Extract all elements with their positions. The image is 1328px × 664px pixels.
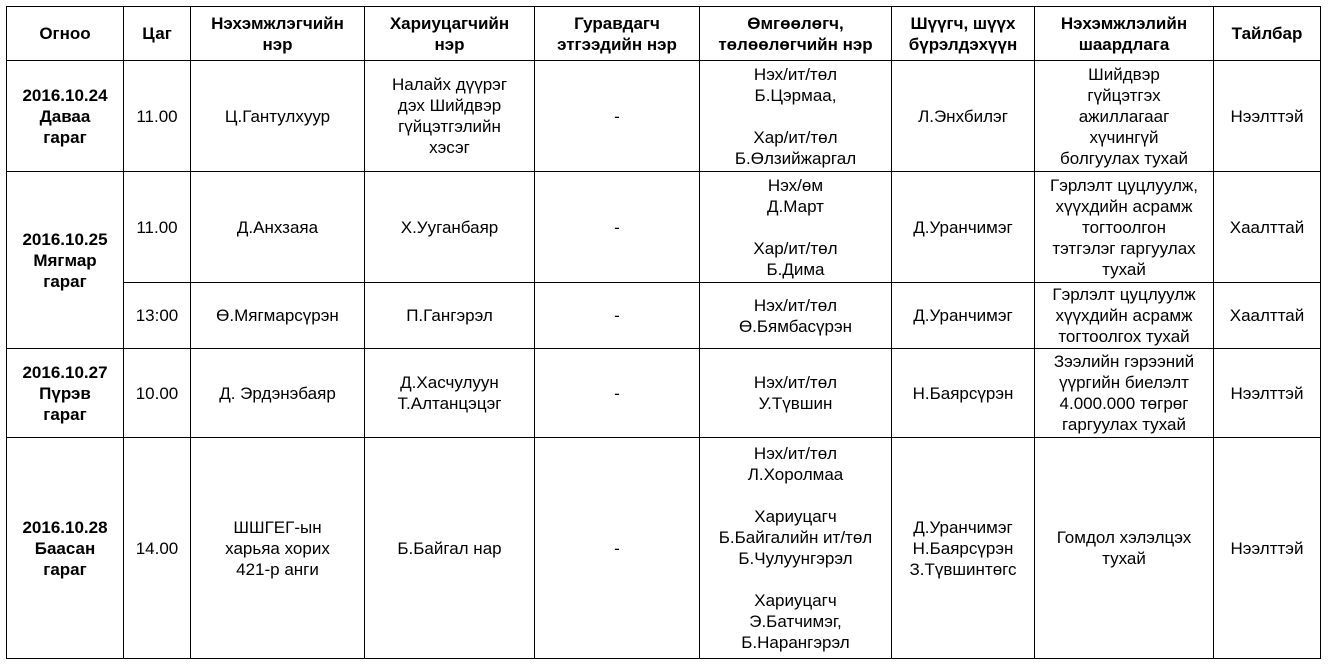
time-cell: 10.00 xyxy=(124,349,191,438)
table-row xyxy=(7,438,1321,659)
claim-cell: Гэрлэлт цуцлуулж, хүүхдийн асрамж тогтоолгон тэтгэлэг гаргуулах тухай xyxy=(1035,172,1214,283)
time-cell: 11.00 xyxy=(124,172,191,283)
note-cell: Нээлттэй xyxy=(1214,438,1321,659)
table-row xyxy=(7,349,1321,438)
third-party-cell: - xyxy=(535,61,700,172)
defendant-cell: Б.Байгал нар xyxy=(365,438,535,659)
header-defendant: Хариуцагчийн нэр xyxy=(365,7,535,61)
third-party-cell: - xyxy=(535,438,700,659)
header-plaintiff: Нэхэмжлэгчийн нэр xyxy=(191,7,365,61)
judge-cell: Д.Уранчимэг xyxy=(892,283,1035,349)
judge-cell: Д.Уранчимэг Н.Баярсүрэн З.Түвшинтөгс xyxy=(892,438,1035,659)
time-cell: 11.00 xyxy=(124,61,191,172)
plaintiff-cell: Д. Эрдэнэбаяр xyxy=(191,349,365,438)
time-cell: 14.00 xyxy=(124,438,191,659)
date-cell: 2016.10.27 Пүрэв гараг xyxy=(7,349,124,438)
third-party-cell: - xyxy=(535,283,700,349)
note-cell: Нээлттэй xyxy=(1214,61,1321,172)
third-party-cell: - xyxy=(535,349,700,438)
table-row xyxy=(7,61,1321,172)
note-cell: Хаалттай xyxy=(1214,283,1321,349)
defendant-cell: П.Гангэрэл xyxy=(365,283,535,349)
header-third-party: Гуравдагч этгээдийн нэр xyxy=(535,7,700,61)
note-cell: Нээлттэй xyxy=(1214,349,1321,438)
table-row xyxy=(7,172,1321,283)
advocate-cell: Нэх/ит/төл У.Түвшин xyxy=(700,349,892,438)
advocate-cell: Нэх/ит/төл Б.Цэрмаа, Хар/ит/төл Б.Өлзийжаргал xyxy=(700,61,892,172)
note-cell: Хаалттай xyxy=(1214,172,1321,283)
judge-cell: Н.Баярсүрэн xyxy=(892,349,1035,438)
plaintiff-cell: Ц.Гантулхуур xyxy=(191,61,365,172)
court-schedule-table xyxy=(6,6,1321,659)
claim-cell: Зээлийн гэрээний үүргийн биелэлт 4.000.000 төгрөг гаргуулах тухай xyxy=(1035,349,1214,438)
header-note: Тайлбар xyxy=(1214,7,1321,61)
plaintiff-cell: Д.Анхзаяа xyxy=(191,172,365,283)
header-judge: Шүүгч, шүүх бүрэлдэхүүн xyxy=(892,7,1035,61)
judge-cell: Л.Энхбилэг xyxy=(892,61,1035,172)
date-cell: 2016.10.24 Даваа гараг xyxy=(7,61,124,172)
advocate-cell: Нэх/ит/төл Л.Хоролмаа Хариуцагч Б.Байгалийн ит/төл Б.Чулуунгэрэл Хариуцагч Э.Батчимэг, Б.Нарангэрэл xyxy=(700,438,892,659)
judge-cell: Д.Уранчимэг xyxy=(892,172,1035,283)
third-party-cell: - xyxy=(535,172,700,283)
advocate-cell: Нэх/ит/төл Ө.Бямбасүрэн xyxy=(700,283,892,349)
time-cell: 13:00 xyxy=(124,283,191,349)
header-date: Огноо xyxy=(7,7,124,61)
header-row xyxy=(7,7,1321,61)
table-row xyxy=(7,283,1321,349)
defendant-cell: Д.Хасчулуун Т.Алтанцэцэг xyxy=(365,349,535,438)
date-cell: 2016.10.25 Мягмар гараг xyxy=(7,172,124,349)
plaintiff-cell: Ө.Мягмарсүрэн xyxy=(191,283,365,349)
header-claim: Нэхэмжлэлийн шаардлага xyxy=(1035,7,1214,61)
header-time: Цаг xyxy=(124,7,191,61)
claim-cell: Гэрлэлт цуцлуулж хүүхдийн асрамж тогтоолгох тухай xyxy=(1035,283,1214,349)
date-cell: 2016.10.28 Баасан гараг xyxy=(7,438,124,659)
defendant-cell: Налайх дүүрэг дэх Шийдвэр гүйцэтгэлийн хэсэг xyxy=(365,61,535,172)
header-advocate: Өмгөөлөгч, төлөөлөгчийн нэр xyxy=(700,7,892,61)
plaintiff-cell: ШШГЕГ-ын харьяа хорих 421-р анги xyxy=(191,438,365,659)
defendant-cell: Х.Ууганбаяр xyxy=(365,172,535,283)
advocate-cell: Нэх/өм Д.Март Хар/ит/төл Б.Дима xyxy=(700,172,892,283)
claim-cell: Шийдвэр гүйцэтгэх ажиллагааг хүчингүй болгуулах тухай xyxy=(1035,61,1214,172)
claim-cell: Гомдол хэлэлцэх тухай xyxy=(1035,438,1214,659)
